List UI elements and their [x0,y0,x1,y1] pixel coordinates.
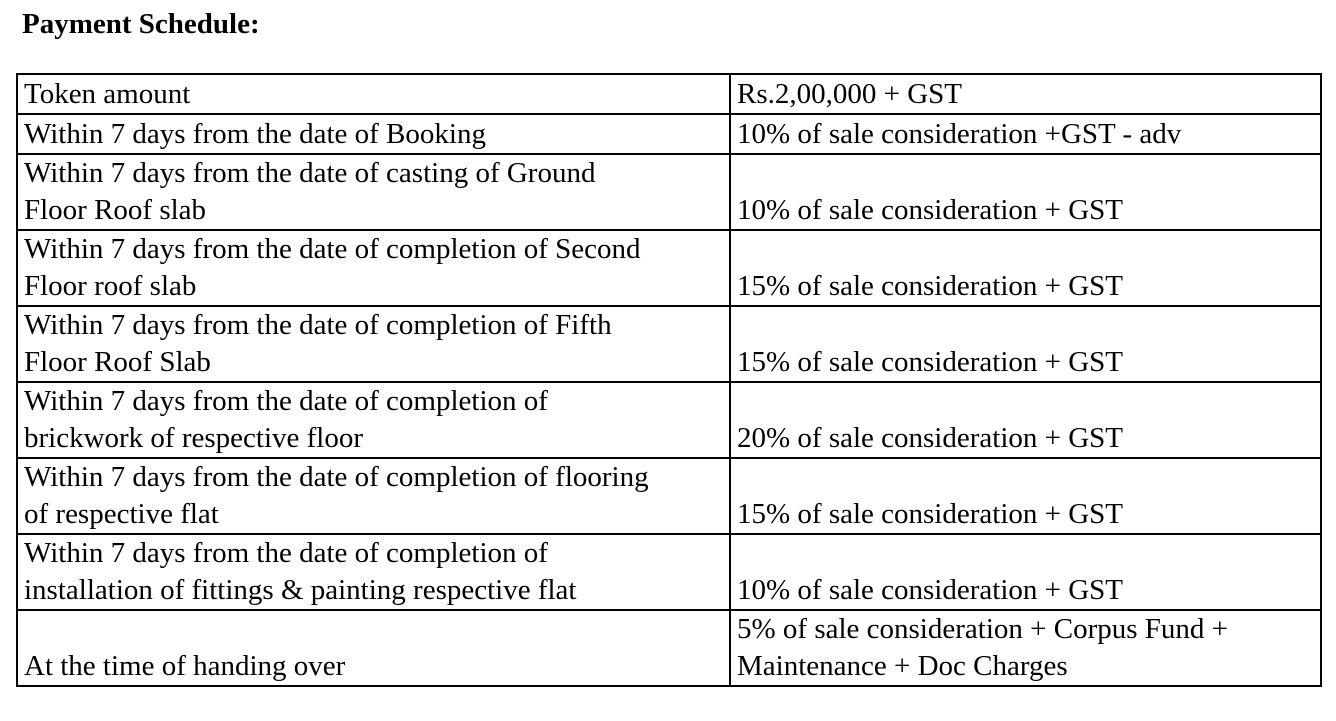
stage-cell: Within 7 days from the date of completion of Fifth Floor Roof Slab [17,306,730,382]
table-row [17,306,1321,382]
table-row [17,382,1321,458]
page-title: Payment Schedule: [22,8,260,40]
stage-cell: Token amount [17,74,730,114]
table-row [17,458,1321,534]
table-row [17,610,1321,686]
stage-cell: Within 7 days from the date of completion of brickwork of respective floor [17,382,730,458]
stage-cell: Within 7 days from the date of casting of Ground Floor Roof slab [17,154,730,230]
table-row [17,534,1321,610]
payment-cell: 15% of sale consideration + GST [730,306,1321,382]
payment-schedule-table [16,73,1322,687]
payment-cell: 10% of sale consideration + GST [730,534,1321,610]
table-row [17,230,1321,306]
payment-cell: 10% of sale consideration +GST - adv [730,114,1321,154]
table-row [17,114,1321,154]
payment-cell: 20% of sale consideration + GST [730,382,1321,458]
stage-cell: Within 7 days from the date of completion of flooring of respective flat [17,458,730,534]
payment-cell: Rs.2,00,000 + GST [730,74,1321,114]
payment-cell: 10% of sale consideration + GST [730,154,1321,230]
payment-cell: 15% of sale consideration + GST [730,230,1321,306]
payment-cell: 5% of sale consideration + Corpus Fund + Maintenance + Doc Charges [730,610,1321,686]
stage-cell: Within 7 days from the date of completion of Second Floor roof slab [17,230,730,306]
stage-cell: At the time of handing over [17,610,730,686]
stage-cell: Within 7 days from the date of Booking [17,114,730,154]
payment-cell: 15% of sale consideration + GST [730,458,1321,534]
table-row [17,74,1321,114]
stage-cell: Within 7 days from the date of completion of installation of fittings & painting respective flat [17,534,730,610]
table-row [17,154,1321,230]
